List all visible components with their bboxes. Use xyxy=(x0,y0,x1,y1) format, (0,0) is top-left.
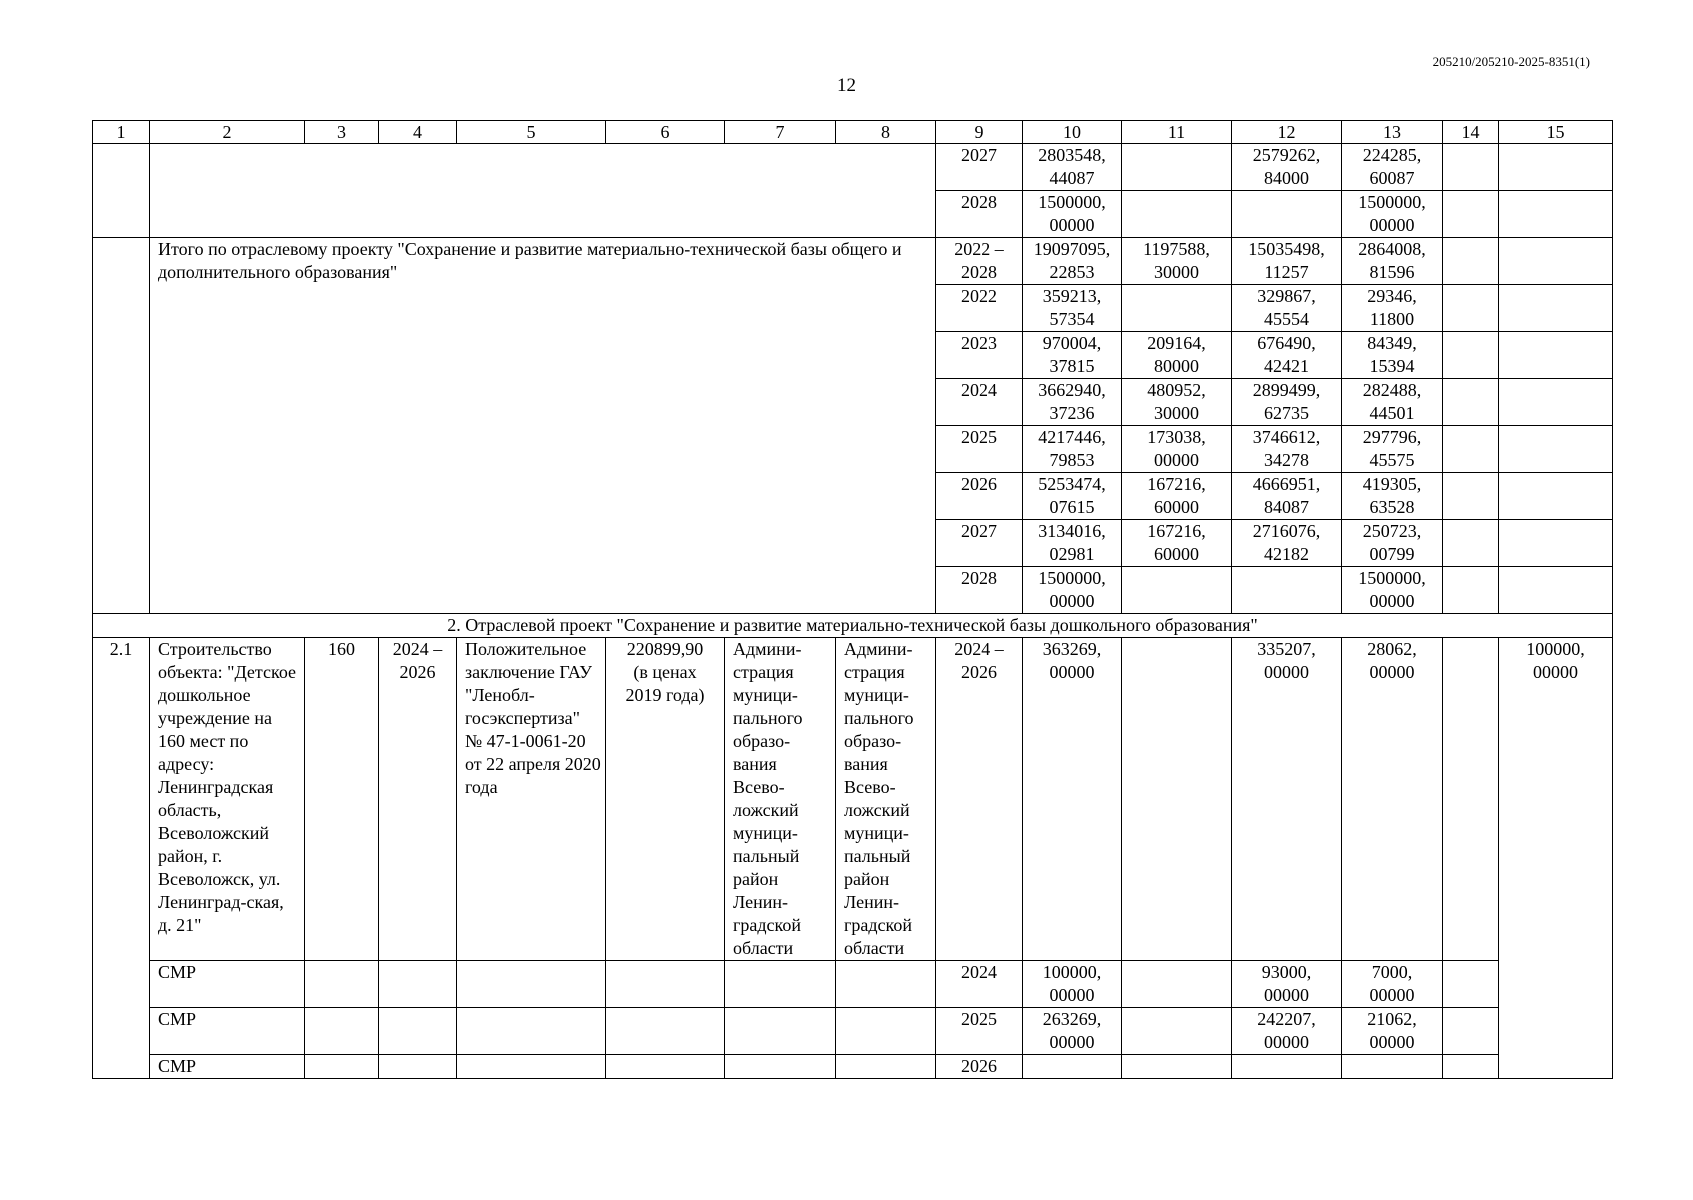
header-col-15: 15 xyxy=(1499,121,1613,144)
empty-cell xyxy=(1499,285,1613,332)
value-cell: 1500000, 00000 xyxy=(1342,567,1443,614)
value-cell: 4217446, 79853 xyxy=(1023,426,1122,473)
header-col-11: 11 xyxy=(1122,121,1232,144)
empty-cell xyxy=(1443,961,1499,1008)
value-cell xyxy=(1122,567,1232,614)
empty-cell xyxy=(836,961,936,1008)
year-cell: 2023 xyxy=(936,332,1023,379)
header-col-10: 10 xyxy=(1023,121,1122,144)
item-name: Строительство объекта: "Детское дошкольное учреждение на 160 мест по адресу: Ленинградская область, Всеволожский район, г. Всеволожск, ул. Ленинград-ская, д. 21" xyxy=(150,638,305,961)
empty-cell xyxy=(457,1055,606,1079)
total-label: Итого по отраслевому проекту "Сохранение и развитие материально-технической базы общего и дополнительного образования" xyxy=(150,238,936,614)
empty-cell xyxy=(1122,638,1232,961)
section-title-row xyxy=(93,614,1613,638)
value-cell: 21062, 00000 xyxy=(1342,1008,1443,1055)
value-cell: 19097095, 22853 xyxy=(1023,238,1122,285)
header-col-4: 4 xyxy=(379,121,457,144)
empty-cell xyxy=(305,961,379,1008)
year-cell: 2028 xyxy=(936,191,1023,238)
smr-label: СМР xyxy=(150,961,305,1008)
value-cell xyxy=(1122,144,1232,191)
year-cell: 2024 – 2026 xyxy=(936,638,1023,961)
smr-row xyxy=(93,1008,1613,1055)
empty-cell xyxy=(836,1008,936,1055)
empty-cell xyxy=(1443,1055,1499,1079)
smr-row xyxy=(93,1055,1613,1079)
empty-cell xyxy=(1499,520,1613,567)
period-cell: 2024 – 2026 xyxy=(379,638,457,961)
empty-cell xyxy=(1443,379,1499,426)
value-cell: 100000, 00000 xyxy=(1499,638,1613,1079)
year-cell: 2027 xyxy=(936,520,1023,567)
value-cell: 2716076, 42182 xyxy=(1232,520,1342,567)
empty-cell xyxy=(725,1008,836,1055)
table-row xyxy=(93,238,1613,285)
customer-cell: Админи- страция муници- пального образо- вания Всево- ложский муници- пальный район Ленин- градской области xyxy=(725,638,836,961)
value-cell: 3662940, 37236 xyxy=(1023,379,1122,426)
header-col-13: 13 xyxy=(1342,121,1443,144)
table-body xyxy=(93,121,1613,1079)
value-cell xyxy=(1342,1055,1443,1079)
empty-cell xyxy=(725,961,836,1008)
value-cell: 419305, 63528 xyxy=(1342,473,1443,520)
value-cell: 100000, 00000 xyxy=(1023,961,1122,1008)
value-cell: 2803548, 44087 xyxy=(1023,144,1122,191)
value-cell: 297796, 45575 xyxy=(1342,426,1443,473)
value-cell: 1500000, 00000 xyxy=(1342,191,1443,238)
section-title: 2. Отраслевой проект "Сохранение и развитие материально-технической базы дошкольного образования" xyxy=(93,614,1613,638)
value-cell: 263269, 00000 xyxy=(1023,1008,1122,1055)
empty-cell xyxy=(1122,1008,1232,1055)
empty-cell xyxy=(1499,473,1613,520)
value-cell: 93000, 00000 xyxy=(1232,961,1342,1008)
value-cell: 676490, 42421 xyxy=(1232,332,1342,379)
empty-cell xyxy=(1443,285,1499,332)
value-cell: 480952, 30000 xyxy=(1122,379,1232,426)
item-row xyxy=(93,638,1613,961)
year-cell: 2026 xyxy=(936,473,1023,520)
empty-cell xyxy=(1499,238,1613,285)
page-number: 12 xyxy=(837,75,856,96)
developer-cell: Админи- страция муници- пального образо- вания Всево- ложский муници- пальный район Ленин- градской области xyxy=(836,638,936,961)
capacity-cell: 160 xyxy=(305,638,379,961)
empty-cell xyxy=(836,1055,936,1079)
header-col-14: 14 xyxy=(1443,121,1499,144)
value-cell: 1500000, 00000 xyxy=(1023,567,1122,614)
empty-cell xyxy=(1499,379,1613,426)
empty-cell xyxy=(606,961,725,1008)
empty-cell xyxy=(1443,238,1499,285)
empty-cell xyxy=(1443,426,1499,473)
value-cell: 167216, 60000 xyxy=(1122,473,1232,520)
empty-cell xyxy=(1499,567,1613,614)
table-row xyxy=(93,144,1613,191)
value-cell: 329867, 45554 xyxy=(1232,285,1342,332)
header-col-3: 3 xyxy=(305,121,379,144)
header-col-2: 2 xyxy=(150,121,305,144)
empty-cell xyxy=(1443,1008,1499,1055)
value-cell: 970004, 37815 xyxy=(1023,332,1122,379)
header-col-7: 7 xyxy=(725,121,836,144)
value-cell: 1197588, 30000 xyxy=(1122,238,1232,285)
value-cell: 3134016, 02981 xyxy=(1023,520,1122,567)
value-cell: 15035498, 11257 xyxy=(1232,238,1342,285)
year-cell: 2027 xyxy=(936,144,1023,191)
year-cell: 2022 – 2028 xyxy=(936,238,1023,285)
year-cell: 2025 xyxy=(936,1008,1023,1055)
empty-cell xyxy=(93,144,150,238)
empty-cell xyxy=(1499,144,1613,191)
empty-cell xyxy=(93,238,150,614)
value-cell: 2899499, 62735 xyxy=(1232,379,1342,426)
value-cell xyxy=(1232,191,1342,238)
year-cell: 2028 xyxy=(936,567,1023,614)
value-cell: 282488, 44501 xyxy=(1342,379,1443,426)
empty-cell xyxy=(606,1008,725,1055)
header-col-1: 1 xyxy=(93,121,150,144)
header-col-5: 5 xyxy=(457,121,606,144)
value-cell: 84349, 15394 xyxy=(1342,332,1443,379)
year-cell: 2025 xyxy=(936,426,1023,473)
empty-cell xyxy=(1443,191,1499,238)
value-cell: 359213, 57354 xyxy=(1023,285,1122,332)
value-cell: 2579262, 84000 xyxy=(1232,144,1342,191)
empty-cell xyxy=(379,1055,457,1079)
conclusion-cell: Положительное заключение ГАУ "Ленобл-госэкспертиза" № 47-1-0061-20 от 22 апреля 2020 года xyxy=(457,638,606,961)
value-cell: 242207, 00000 xyxy=(1232,1008,1342,1055)
header-col-8: 8 xyxy=(836,121,936,144)
year-cell: 2026 xyxy=(936,1055,1023,1079)
value-cell: 335207, 00000 xyxy=(1232,638,1342,961)
header-col-12: 12 xyxy=(1232,121,1342,144)
value-cell: 7000, 00000 xyxy=(1342,961,1443,1008)
empty-cell xyxy=(150,144,936,238)
empty-cell xyxy=(379,1008,457,1055)
value-cell xyxy=(1232,567,1342,614)
empty-cell xyxy=(725,1055,836,1079)
value-cell xyxy=(1232,1055,1342,1079)
header-row xyxy=(93,121,1613,144)
empty-cell xyxy=(1443,332,1499,379)
value-cell: 167216, 60000 xyxy=(1122,520,1232,567)
empty-cell xyxy=(606,1055,725,1079)
empty-cell xyxy=(1499,426,1613,473)
value-cell xyxy=(1122,191,1232,238)
empty-cell xyxy=(1499,191,1613,238)
value-cell: 224285, 60087 xyxy=(1342,144,1443,191)
empty-cell xyxy=(1499,332,1613,379)
empty-cell xyxy=(379,961,457,1008)
empty-cell xyxy=(1443,638,1499,961)
value-cell xyxy=(1023,1055,1122,1079)
header-col-9: 9 xyxy=(936,121,1023,144)
empty-cell xyxy=(1443,520,1499,567)
item-number: 2.1 xyxy=(93,638,150,1079)
empty-cell xyxy=(1443,473,1499,520)
empty-cell xyxy=(305,1008,379,1055)
smr-row xyxy=(93,961,1613,1008)
value-cell: 209164, 80000 xyxy=(1122,332,1232,379)
value-cell: 250723, 00799 xyxy=(1342,520,1443,567)
value-cell: 363269, 00000 xyxy=(1023,638,1122,961)
year-cell: 2024 xyxy=(936,379,1023,426)
header-col-6: 6 xyxy=(606,121,725,144)
value-cell xyxy=(1122,285,1232,332)
cost-cell: 220899,90 (в ценах 2019 года) xyxy=(606,638,725,961)
empty-cell xyxy=(305,1055,379,1079)
empty-cell xyxy=(1122,1055,1232,1079)
empty-cell xyxy=(1443,144,1499,191)
year-cell: 2022 xyxy=(936,285,1023,332)
empty-cell xyxy=(1122,961,1232,1008)
empty-cell xyxy=(457,1008,606,1055)
document-id: 205210/205210-2025-8351(1) xyxy=(1432,54,1590,69)
empty-cell xyxy=(457,961,606,1008)
year-cell: 2024 xyxy=(936,961,1023,1008)
value-cell: 173038, 00000 xyxy=(1122,426,1232,473)
smr-label: СМР xyxy=(150,1055,305,1079)
value-cell: 2864008, 81596 xyxy=(1342,238,1443,285)
value-cell: 4666951, 84087 xyxy=(1232,473,1342,520)
value-cell: 28062, 00000 xyxy=(1342,638,1443,961)
budget-table xyxy=(92,120,1613,1079)
value-cell: 1500000, 00000 xyxy=(1023,191,1122,238)
empty-cell xyxy=(1443,567,1499,614)
value-cell: 5253474, 07615 xyxy=(1023,473,1122,520)
value-cell: 29346, 11800 xyxy=(1342,285,1443,332)
smr-label: СМР xyxy=(150,1008,305,1055)
value-cell: 3746612, 34278 xyxy=(1232,426,1342,473)
